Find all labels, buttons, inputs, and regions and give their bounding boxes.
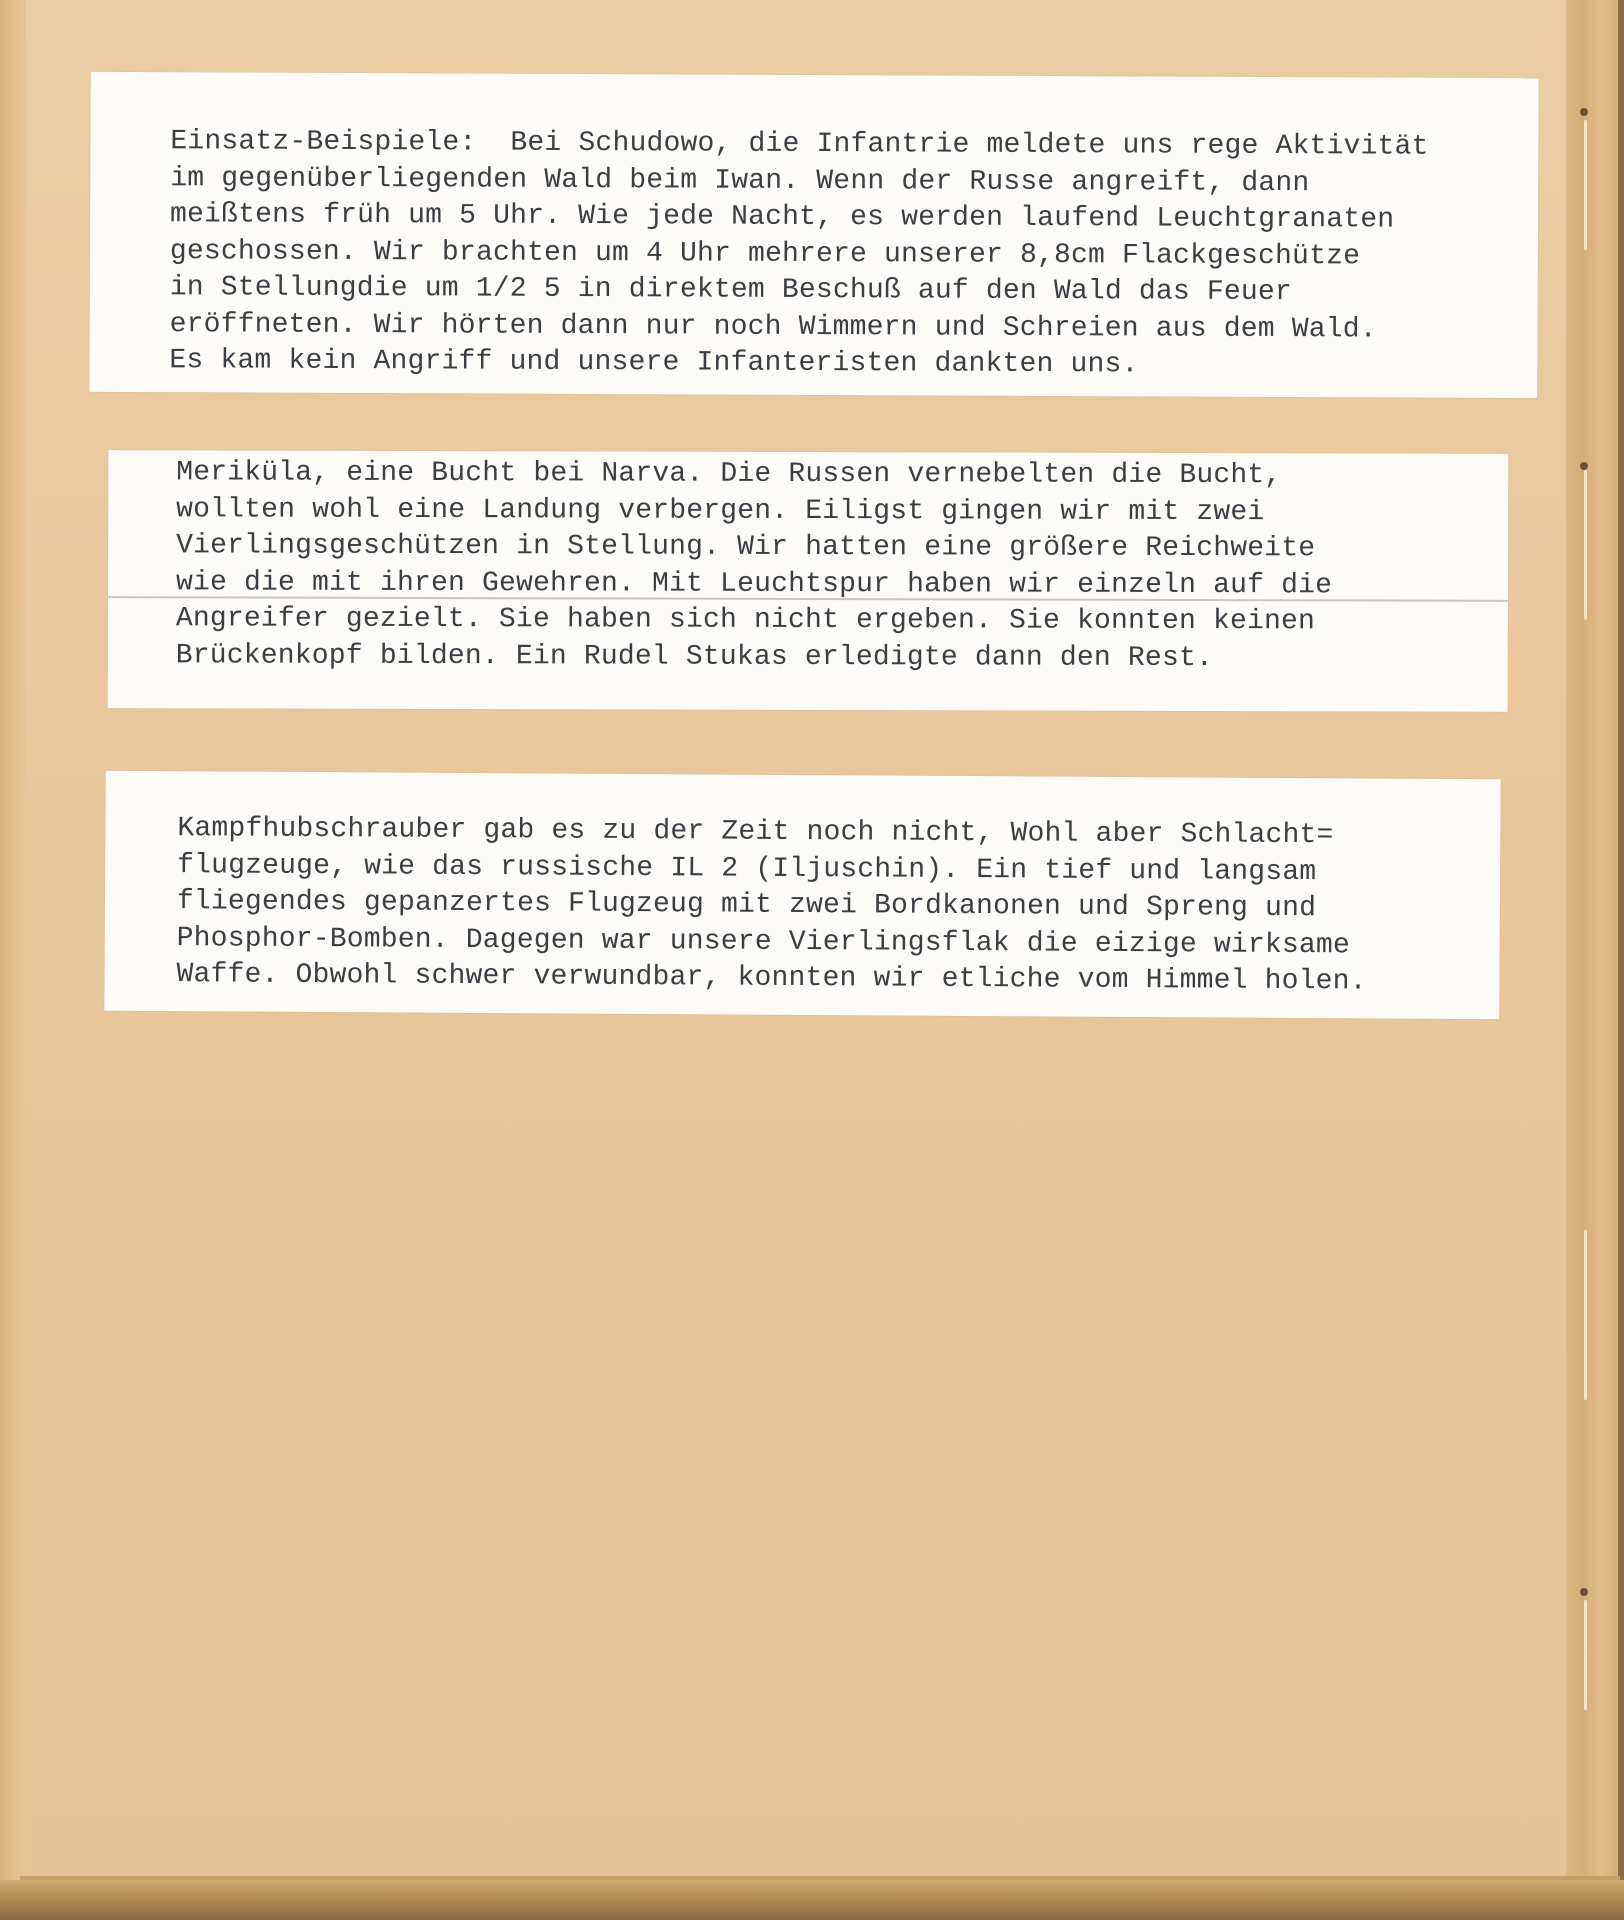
typed-note-strip [108,450,1509,712]
binding-stitch [1584,470,1587,620]
binding-stitch [1584,120,1587,250]
binding-edge [1618,0,1624,1920]
binding-hole [1580,462,1588,470]
binding-hole [1580,1588,1588,1596]
cover-bottom-edge [0,1880,1624,1920]
paragraph-text: Kampfhubschrauber gab es zu der Zeit noch nicht, Wohl aber Schlacht= flugzeuge, wie das russische IL 2 (Iljuschin). Ein tief und langsam fliegendes gepanzertes Flugzeug mit zwei Bordkanonen und Spreng und Phosphor-Bomben. Dagegen war unsere Vierlingsflak die eizige wirksame Waffe. Obwohl schwer verwundbar, konnten wir etliche vom Himmel holen. [176,813,1367,998]
binding-strip [1566,0,1624,1920]
page-left-edge [0,0,26,1920]
paragraph-text: Meriküla, eine Bucht bei Narva. Die Russen vernebelten die Bucht, wollten wohl eine Landung verbergen. Eiligst gingen wir mit zwei Vierlingsgeschützen in Stellung. Wir hatten eine größere Reichweite wie die mit ihren Gewehren. Mit Leuchtspur haben wir einzeln auf die Angreifer gezielt. Sie haben sich nicht ergeben. Sie konnten keinen Brückenkopf bilden. Ein Rudel Stukas erledigte dann den Rest. [175,457,1333,674]
binding-hole [1580,108,1588,116]
paragraph-text: Einsatz-Beispiele: Bei Schudowo, die Infantrie meldete uns rege Aktivität im gegenüberliegenden Wald beim Iwan. Wenn der Russe angreift, dann meißtens früh um 5 Uhr. Wie jede Nacht, es werden laufend Leuchtgranaten geschossen. Wir brachten um 4 Uhr mehrere unserer 8,8cm Flackgeschütze in Stellungdie um 1/2 5 in direktem Beschuß auf den Wald das Feuer eröffneten. Wir hörten dann nur noch Wimmern und Schreien aus dem Wald. Es kam kein Angriff und unsere Infanteristen dankten uns. [169,126,1429,381]
typed-note-strip [89,72,1538,398]
binding-stitch [1584,1600,1587,1710]
typed-note-strip [104,771,1500,1020]
binding-stitch [1584,1230,1587,1400]
